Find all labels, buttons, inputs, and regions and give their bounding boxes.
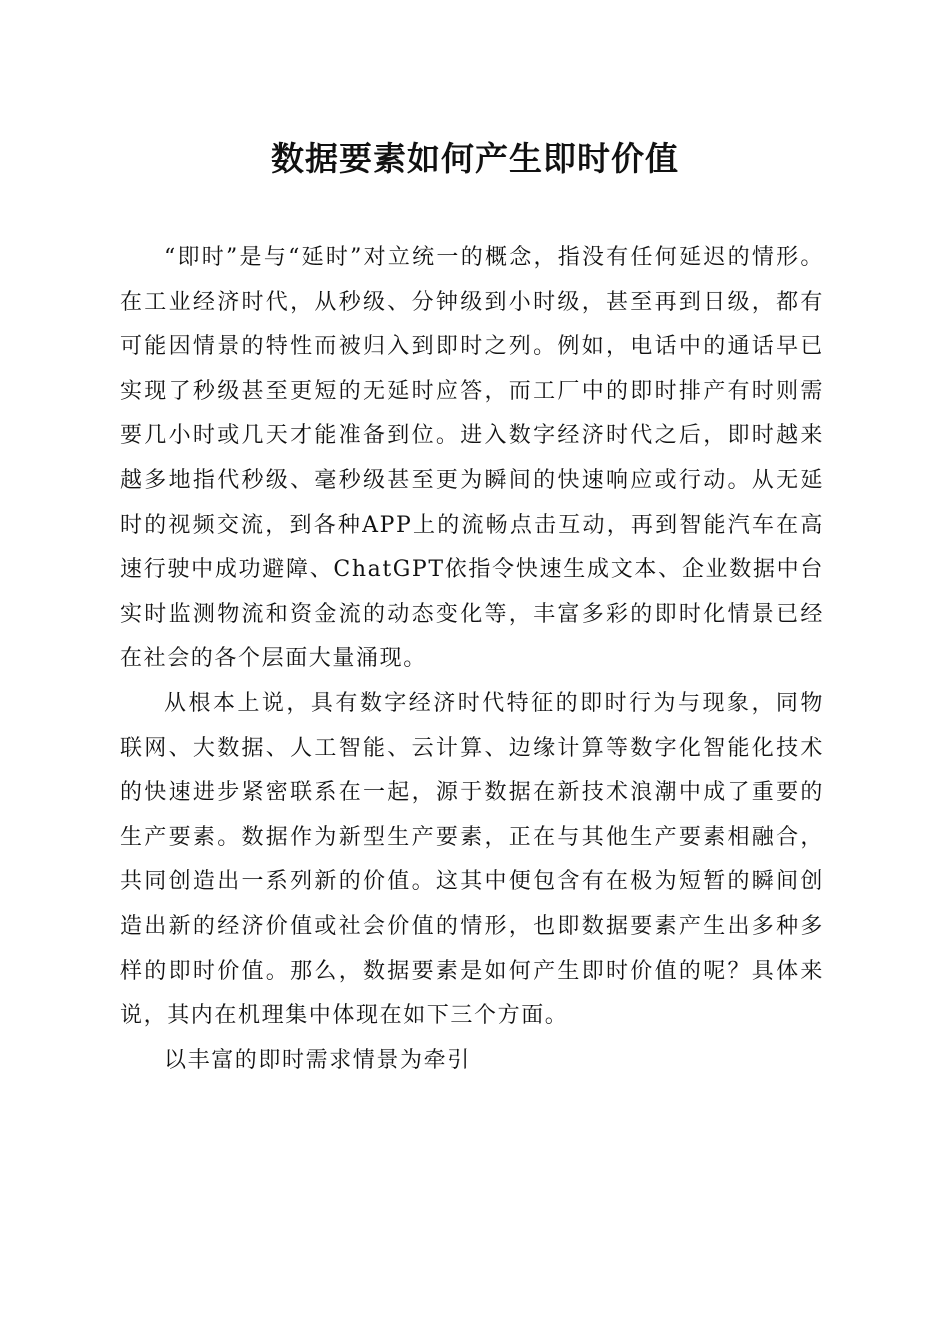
paragraph-2: 从根本上说，具有数字经济时代特征的即时行为与现象，同物联网、大数据、人工智能、云计算、边缘计算等数字化智能化技术的快速进步紧密联系在一起，源于数据在新技术浪潮中成了重要的生产要素。数据作为新型生产要素，正在与其他生产要素相融合，共同创造出一系列新的价值。这其中便包含有在极为短暂的瞬间创造出新的经济价值或社会价值的情形，也即数据要素产生出多种多样的即时价值。那么，数据要素是如何产生即时价值的呢？具体来说，其内在机理集中体现在如下三个方面。 bbox=[120, 690, 824, 1029]
document-body bbox=[120, 236, 824, 1083]
document-title: 数据要素如何产生即时价值 bbox=[271, 139, 679, 178]
paragraph-1: “即时”是与“延时”对立统一的概念，指没有任何延迟的情形。在工业经济时代，从秒级、分钟级到小时级，甚至再到日级，都有可能因情景的特性而被归入到即时之列。例如，电话中的通话早已实现了秒级甚至更短的无延时应答，而工厂中的即时排产有时则需要几小时或几天才能准备到位。进入数字经济时代之后，即时越来越多地指代秒级、毫秒级甚至更为瞬间的快速响应或行动。从无延时的视频交流，到各种APP上的流畅点击互动，再到智能汽车在高速行驶中成功避障、ChatGPT依指令快速生成文本、企业数据中台实时监测物流和资金流的动态变化等，丰富多彩的即时化情景已经在社会的各个层面大量涌现。 bbox=[120, 245, 824, 672]
section-heading: 以丰富的即时需求情景为牵引 bbox=[164, 1047, 471, 1073]
